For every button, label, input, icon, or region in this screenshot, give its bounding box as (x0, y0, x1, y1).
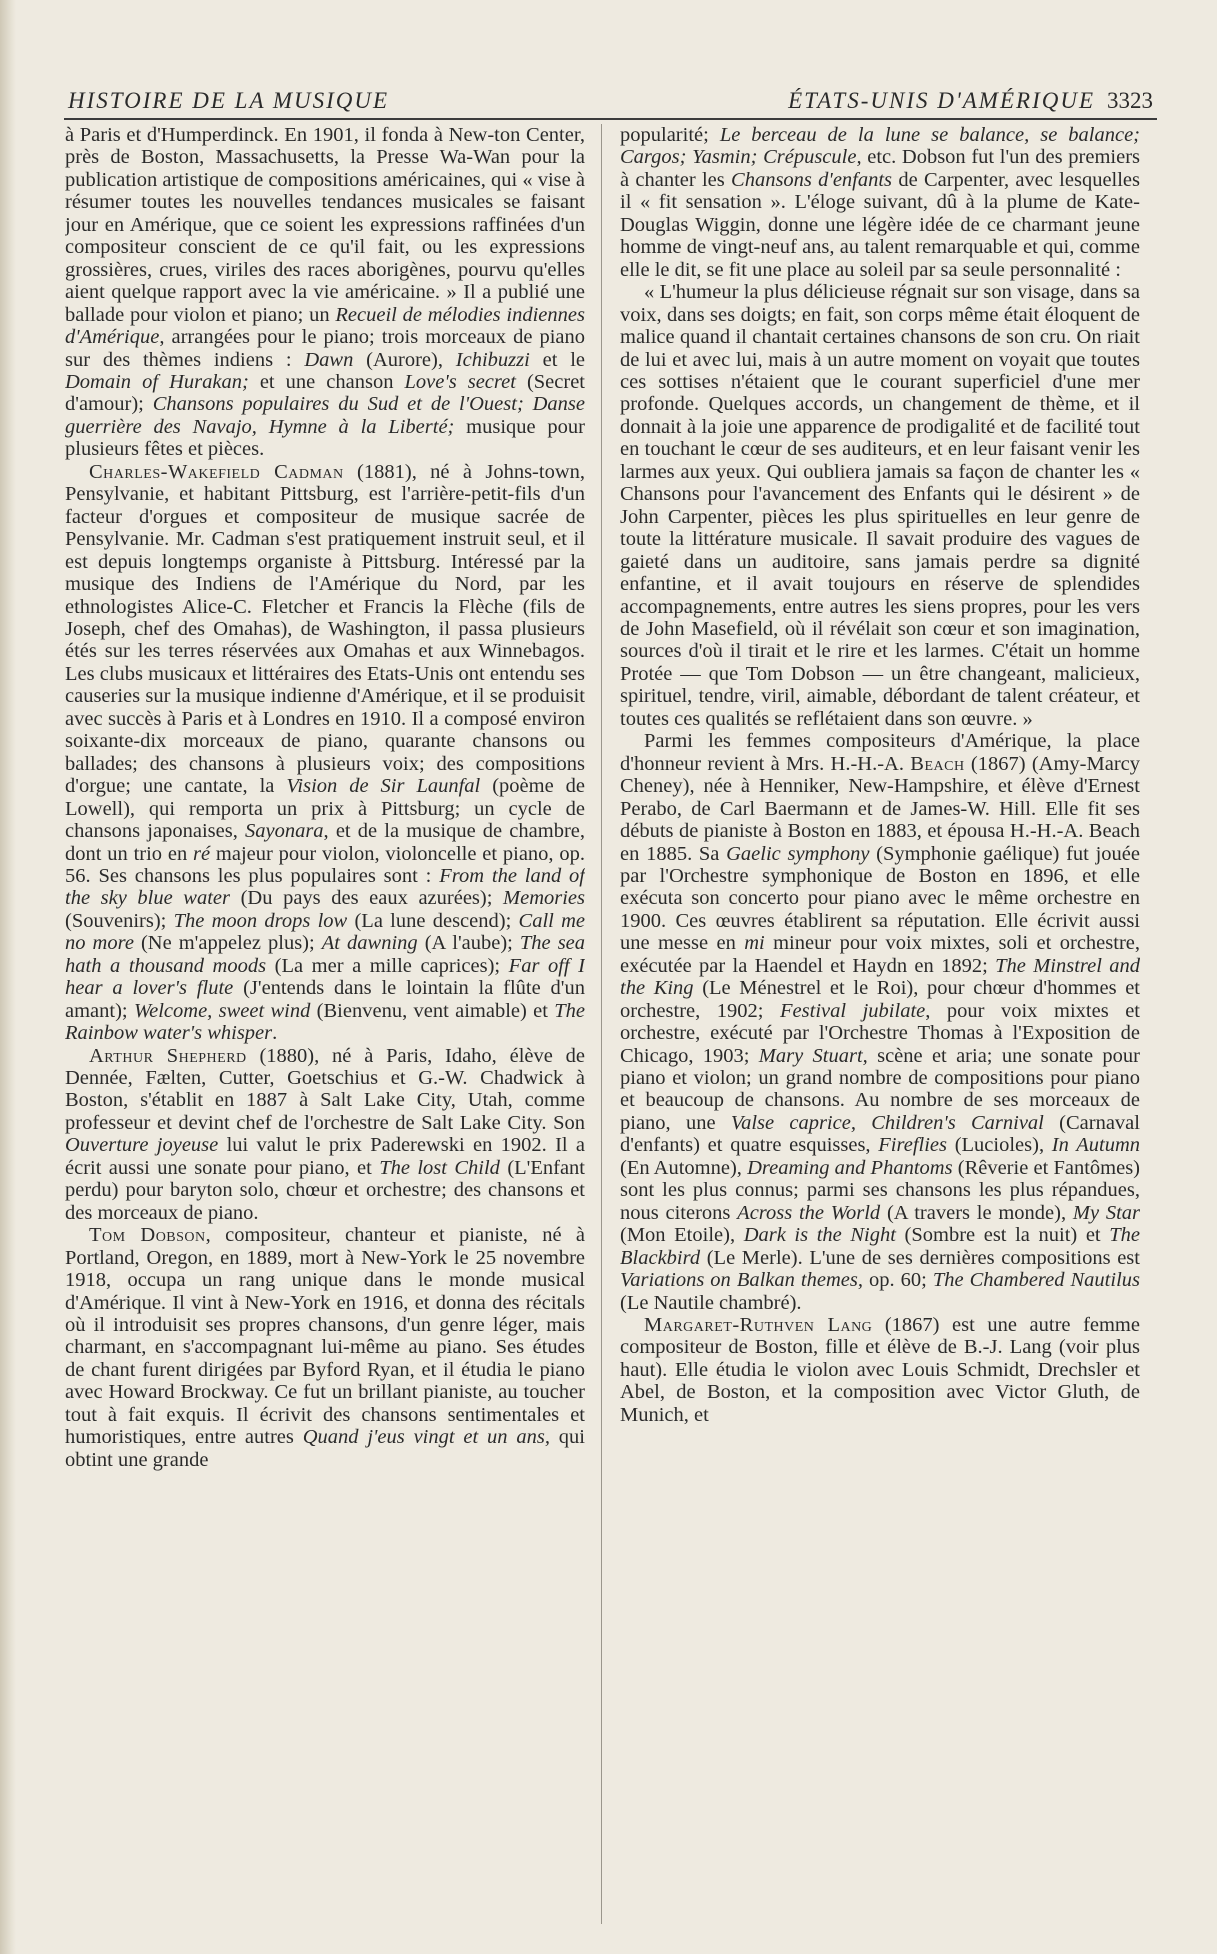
italic-title: Call me no more (65, 909, 585, 955)
italic-title: mi (744, 932, 765, 955)
text-run: mineur pour voix mixtes, soli et orchestre, exécutée par la Haendel et Haydn en 1892; (620, 932, 1140, 977)
text-run: (J'entends dans le lointain la flûte d'un amant); (65, 977, 585, 1022)
text-run: (L'Enfant perdu) pour baryton solo, chœur et orchestre; des chansons et des morceaux de piano. (65, 1156, 585, 1224)
text-run: (Le Nautile chambré). (620, 1291, 802, 1314)
text-run: (Secret d'amour); (65, 370, 585, 416)
italic-title: In Autumn (1051, 1134, 1140, 1157)
text-run: (Bienvenu, vent aimable) et (310, 999, 555, 1022)
composer-name: Beach (910, 752, 965, 775)
header-rule (64, 118, 1157, 120)
text-run: (poème de Lowell), qui remporta un prix à Pittsburg; un cycle de chansons japonaises, (65, 775, 585, 843)
italic-title: Far off I hear a lover's flute (65, 954, 585, 1000)
italic-title: ré (193, 842, 211, 865)
page-number: 3323 (1107, 88, 1153, 113)
italic-title: Quand j'eus vingt et un ans, (302, 1426, 550, 1449)
composer-name: Margaret-Ruthven Lang (644, 1314, 873, 1337)
paragraph-dobson (65, 1224, 585, 1471)
text-run: (Sombre est la nuit) et (895, 1224, 1110, 1247)
italic-title: Mary Stuart, (758, 1044, 868, 1067)
italic-title: Sayonara (244, 820, 324, 843)
italic-title: The Minstrel and the King (620, 954, 1140, 1000)
text-run: (La lune descend); (347, 909, 519, 932)
text-run: (Carnaval d'enfants) et quatre esquisses, (620, 1111, 1140, 1157)
text-run: (En Automne), (620, 1156, 748, 1179)
text-run: (1867) est une autre femme compositeur de Boston, fille et élève de B.-J. Lang (voir plus haut). Elle étudia le violon avec Louis Schmidt, Drechsler et Abel, de Boston, et la composition avec Victor Gluth, de Munich, et (620, 1314, 1140, 1426)
page-binding-edge (0, 0, 16, 1954)
text-run: (Le Merle). L'une de ses dernières compositions est (700, 1246, 1140, 1269)
composer-name: Charles-Wakefield Cadman (89, 460, 344, 483)
paragraph-lang (620, 1314, 1140, 1426)
text-run: (Mon Etoile), (620, 1224, 744, 1247)
italic-title: Le berceau de la lune se balance, se balance; Cargos; Yasmin; Crépuscule, (620, 124, 1140, 169)
text-run: . (272, 1022, 278, 1045)
text-run: , pour voix mixtes et orchestre, exécuté par l'Orchestre Thomas à l'Exposition de Chicago, 1903; (620, 999, 1140, 1067)
italic-title: My Star (1072, 1201, 1140, 1224)
text-run: de Carpenter, avec lesquelles il « fit sensation ». L'éloge suivant, dû à la plume de Kate-Douglas Wiggin, donne une légère idée de ce charmant jeune homme de vingt-neuf ans, au talent remarquable et qui, comme elle le dit, se fit une place au soleil par sa seule personnalité : (620, 168, 1140, 281)
paragraph-beach (620, 730, 1140, 1314)
italic-title: The sea hath a thousand moods (65, 932, 585, 977)
text-run: op. 60; (862, 1269, 933, 1292)
text-run: (Aurore), (353, 348, 456, 371)
italic-title: Memories (503, 887, 585, 910)
header-right-title: ÉTATS-UNIS D'AMÉRIQUE (788, 88, 1095, 113)
italic-title: The lost Child (379, 1156, 500, 1179)
italic-title: At dawning (321, 932, 418, 955)
italic-title: From the land of the sky blue water (65, 864, 585, 910)
text-run: (Souvenirs); (65, 909, 174, 932)
text-run: lui valut le prix Paderewski en 1902. Il a écrit aussi une sonate pour piano, et (65, 1134, 585, 1179)
text-run: , compositeur, chanteur et pianiste, né à Portland, Oregon, en 1889, mort à New-York le 25 novembre 1918, occupa un rang unique dans le monde musical d'Amérique. Il vint à New-York en 1916, et donna des récitals où il introduisit ses propres chansons, d'un genre léger, mais charmant, en s'accompagnant lui-même au piano. Ses études de chant furent dirigées par Byford Ryan, et il étudia le piano avec Howard Brockway. Ce fut un brillant pianiste, au toucher tout à fait exquis. Il écrivit des chansons sentimentales et humoristiques, entre autres (65, 1224, 585, 1449)
text-run: (Du pays des eaux azurées); (230, 887, 504, 910)
paragraph-shepherd (65, 1045, 585, 1225)
text-run: scène et aria; une sonate pour piano et violon; un grand nombre de compositions pour piano et beaucoup de chansons. Au nombre de ses morceaux de piano, une (620, 1044, 1140, 1134)
text-run: et le (529, 348, 585, 371)
text-run: majeur pour violon, violoncelle et piano, op. 56. Ses chansons les plus populaires sont : (65, 842, 585, 887)
text-run: , et de la musique de chambre, dont un trio en (65, 820, 585, 865)
text-run: (Lucioles), (946, 1134, 1052, 1157)
header-left-title: HISTOIRE DE LA MUSIQUE (68, 88, 390, 113)
italic-title: The moon drops low (173, 909, 348, 932)
italic-title: Chansons populaires du Sud et de l'Ouest; Danse guerrière des Navajo, Hymne à la Liberté; (65, 393, 585, 438)
italic-title: Ichibuzzi (455, 348, 530, 371)
italic-title: Fireflies (878, 1134, 947, 1157)
italic-title: Domain of Hurakan; (65, 370, 249, 393)
text-run: popularité; (620, 124, 720, 146)
text-run: (1867) (Amy-Marcy Cheney), née à Henniker, New-Hampshire, et élève d'Ernest Perabo, de Carl Baermann et de James-W. Hill. Elle fit ses débuts de pianiste à Boston en 1883, et épousa H.-H.-A. Beach en 1885. Sa (620, 752, 1140, 865)
paragraph-dobson-continued (620, 124, 1140, 281)
left-column (65, 124, 585, 1929)
text-run: et une chanson (248, 370, 405, 393)
composer-name: Tom Dobson (89, 1224, 206, 1247)
italic-title: The Blackbird (620, 1224, 1140, 1269)
italic-title: Gaelic symphony (726, 842, 870, 865)
text-run: (A l'aube); (417, 932, 520, 955)
italic-title: Variations on Balkan themes, (620, 1269, 863, 1292)
text-run: , arrangées pour le piano; trois morceaux de piano sur des thèmes indiens : (65, 326, 585, 371)
composer-name: Arthur Shepherd (89, 1044, 247, 1067)
italic-title: Dawn (304, 348, 354, 371)
running-header (68, 88, 1153, 118)
text-run: (Rêverie et Fantômes) sont les plus connus; parmi ses chansons les plus répandues, nous citerons (620, 1156, 1140, 1224)
italic-title: Welcome, sweet wind (133, 999, 311, 1022)
text-run: à Paris et d'Humperdinck. En 1901, il fonda à New-ton Center, près de Boston, Massachusetts, la Presse Wa-Wan pour la publication artistique de compositions américaines, qui « vise à résumer toutes les nouvelles tendances musicales se faisant jour en Amérique, que ce soient les expressions raffinées d'un compositeur conscient de ce qu'il fait, ou les expressions grossières, crues, viriles des races aborigènes, pourvu qu'elles aient quelque rapport avec la vie américaine. » Il a publié une ballade pour violon et piano; un (65, 124, 585, 326)
text-run: musique pour plusieurs fêtes et pièces. (65, 415, 585, 461)
text-run: (A travers le monde), (880, 1201, 1073, 1224)
italic-title: Festival jubilate (780, 999, 926, 1022)
text-run: Parmi les femmes compositeurs d'Amérique, la place d'honneur revient à Mrs. H.-H.-A. (620, 730, 1140, 775)
italic-title: Recueil de mélodies indiennes d'Amérique (65, 303, 585, 349)
italic-title: Dreaming and Phantoms (747, 1156, 953, 1179)
paragraph-cadman (65, 461, 585, 1045)
right-column (620, 124, 1140, 1929)
column-divider (601, 124, 602, 1924)
italic-title: Valse caprice, Children's Carnival (730, 1111, 1044, 1134)
italic-title: Love's secret (404, 370, 516, 393)
italic-title: The Rainbow water's whisper (65, 999, 585, 1045)
italic-title: Chansons d'enfants (731, 168, 893, 191)
italic-title: Dark is the Night (743, 1224, 896, 1247)
text-run: (Ne m'appelez plus); (133, 932, 322, 955)
italic-title: Ouverture joyeuse (65, 1134, 219, 1157)
text-run: (1881), né à Johns-town, Pensylvanie, et habitant Pittsburg, est l'arrière-petit-fils d'un facteur d'orgues et compositeur de musique sacrée de Pensylvanie. Mr. Cadman s'est pratiquement instruit seul, et il est depuis longtemps organiste à Pittsburg. Intéressé par la musique des Indiens de l'Amérique du Nord, par les ethnologistes Alice-C. Fletcher et Francis la Flèche (fils de Joseph, chef des Omahas), de Washington, il passa plusieurs étés sur les terres réservées aux Omahas et aux Winnebagos. Les clubs musicaux et littéraires des Etats-Unis ont entendu ses causeries sur la musique indienne d'Amérique, et il se produisit avec succès à Paris et à Londres en 1910. Il a composé environ soixante-dix morceaux de piano, quarante chansons ou ballades; des chansons à plusieurs voix; des compositions d'orgue; une cantate, la (65, 460, 585, 798)
text-run: (Le Ménestrel et le Roi), pour chœur d'hommes et orchestre, 1902; (620, 977, 1140, 1022)
text-run: (1880), né à Paris, Idaho, élève de Dennée, Fælten, Cutter, Goetschius et G.-W. Chadwick à Boston, s'établit en 1887 à Salt Lake City, Utah, comme professeur et devint chef de l'orchestre de Salt Lake City. Son (65, 1044, 585, 1134)
italic-title: Vision de Sir Launfal (286, 775, 481, 798)
paragraph-humperdinck-wawan (65, 124, 585, 461)
text-run: (La mer a mille caprices); (266, 954, 509, 977)
text-run: (Symphonie gaélique) fut jouée par l'Orchestre symphonique de Boston en 1896, et elle exécuta son concerto pour piano avec le même orchestre en 1900. Ces œuvres établirent sa réputation. Elle écrivit aussi une messe en (620, 842, 1140, 955)
italic-title: Across the World (737, 1201, 881, 1224)
paragraph-wiggin-quote: « L'humeur la plus délicieuse régnait sur son visage, dans sa voix, dans ses doigts; en fait, son corps même était éloquent de malice quand il chantait certaines chansons de son cru. On riait de lui et avec lui, mais à un autre moment on voyait que toutes ces sottises n'étaient que le courant superficiel d'une mer profonde. Quelques accords, un changement de thème, et il donnait à la joie une apparence de prodigalité et de facilité tout en touchant le cœur de ses auditeurs, et en leur faisant venir les larmes aux yeux. Qui oubliera jamais sa façon de chanter les « Chansons pour l'avancement des Enfants qui le désirent » de John Carpenter, pièces les plus spirituelles en leur genre de toute la littérature musicale. Il savait produire des vagues de gaieté dans un auditoire, sans jamais perdre sa dignité enfantine, et il avait toujours en réserve de splendides accompagnements, entre autres les siens propres, pour les vers de John Masefield, où il révélait son cœur et son imagination, sources d'où il tirait et le rire et les larmes. C'était un homme Protée — que Tom Dobson — un être changeant, malicieux, spirituel, tendre, viril, aimable, débordant de talent créateur, et toutes ces qualités se reflétaient dans son œuvre. » (620, 281, 1140, 730)
text-run: qui obtint une grande (65, 1426, 585, 1471)
italic-title: The Chambered Nautilus (932, 1269, 1140, 1292)
text-run: etc. Dobson fut l'un des premiers à chanter les (620, 146, 1140, 191)
